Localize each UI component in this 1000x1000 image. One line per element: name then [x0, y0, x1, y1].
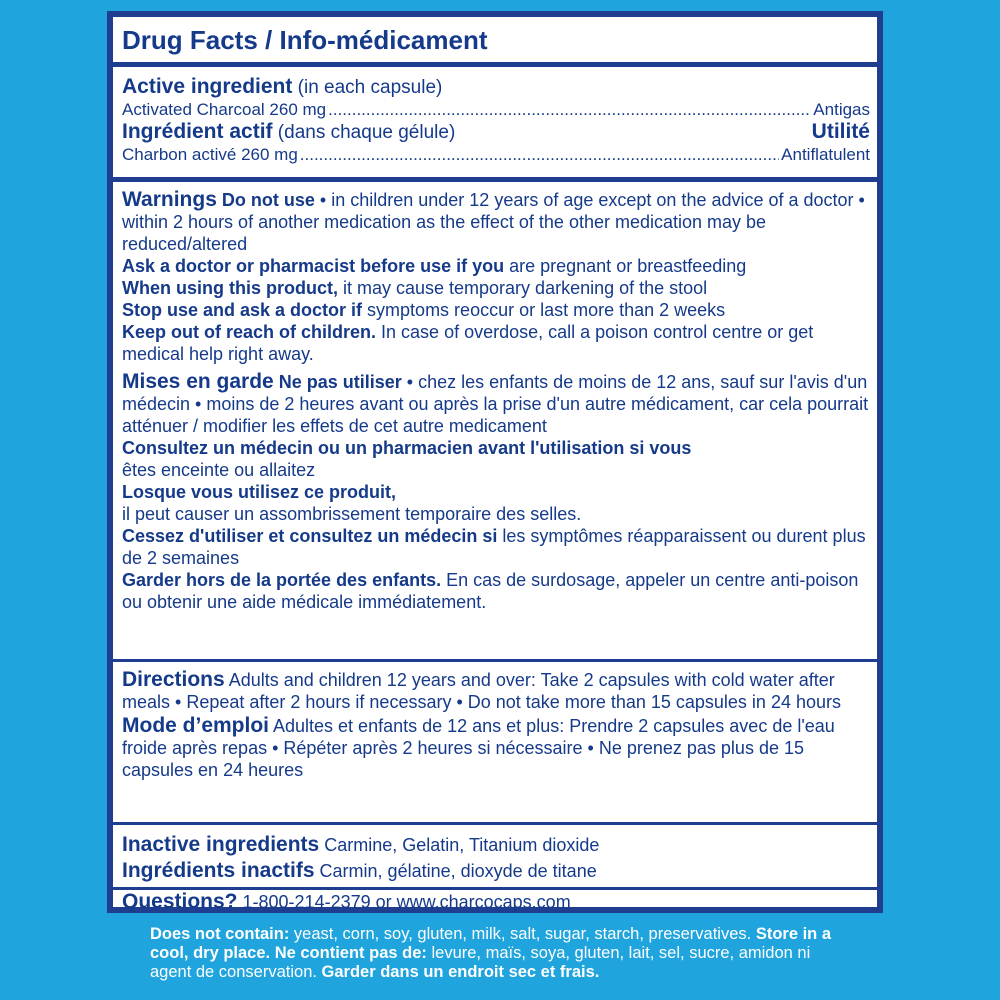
when-using-label: When using this product,: [122, 278, 338, 298]
ne-contient-label: Ne contient pas de:: [270, 944, 427, 962]
inactive-heading: Inactive ingredients: [122, 833, 320, 856]
active-ingredient-section: [113, 67, 877, 182]
stop-use-label: Stop use and ask a doctor if: [122, 300, 363, 320]
inactive-heading-fr: Ingrédients inactifs: [122, 859, 315, 882]
questions-line: [122, 891, 870, 913]
ask-doctor-text: are pregnant or breastfeeding: [504, 256, 747, 276]
active-item-en: Activated Charcoal 260 mg: [122, 100, 327, 119]
garder-sec-label: Garder dans un endroit sec et frais.: [316, 963, 600, 981]
mode-emploi-heading: Mode d’emploi: [122, 714, 269, 737]
consultez-text: êtes enceinte ou allaitez: [122, 460, 316, 480]
directions-block: [122, 669, 870, 713]
active-heading-bold: Active ingredient: [122, 75, 293, 98]
dot-leader: [300, 145, 779, 165]
inactive-text: Carmine, Gelatin, Titanium dioxide: [319, 835, 600, 855]
questions-text: 1-800-214-2379 or www.charcocaps.com: [237, 892, 571, 912]
mises-en-garde-block: [122, 371, 870, 613]
directions-text: Adults and children 12 years and over: Take 2 capsules with cold water after meals • Repeat after 2 hours if necessary • Do not take more than 15 capsules in 24 hours: [122, 670, 841, 712]
active-heading-fr-bold: Ingrédient actif: [122, 120, 273, 143]
ask-doctor-label: Ask a doctor or pharmacist before use if you: [122, 256, 505, 276]
mode-emploi-text: Adultes et enfants de 12 ans et plus: Prendre 2 capsules avec de l'eau froide après repas • Répéter après 2 heures si nécessaire • Ne prenez pas plus de 15 capsules en 24 heures: [122, 716, 835, 780]
ne-pas-utiliser-label: Ne pas utiliser: [278, 372, 402, 392]
inactive-text-fr: Carmin, gélatine, dioxyde de titane: [314, 861, 597, 881]
drug-facts-panel: [107, 11, 883, 913]
when-using-text: it may cause temporary darkening of the stool: [337, 278, 708, 298]
warnings-section: [113, 182, 877, 662]
do-not-use-text: • in children under 12 years of age except on the advice of a doctor • within 2 hours of another medication as the effect of the other medication may be reduced/altered: [122, 190, 865, 254]
directions-heading: Directions: [122, 668, 225, 691]
inactive-fr: [122, 858, 870, 884]
active-heading: [122, 75, 870, 100]
losque-label: Losque vous utilisez ce produit,: [122, 482, 397, 502]
active-heading-fr-rest: (dans chaque gélule): [272, 122, 456, 143]
active-heading-fr: [122, 120, 870, 145]
mises-heading: Mises en garde: [122, 370, 274, 393]
does-not-contain-label: Does not contain:: [150, 925, 290, 943]
inactive-ingredients-section: [113, 825, 877, 890]
active-ingredient-row-en: [122, 100, 870, 120]
stop-use-text: symptoms reoccur or last more than 2 weeks: [362, 300, 726, 320]
inactive-en: [122, 832, 870, 858]
keep-out-label: Keep out of reach of children.: [122, 322, 377, 342]
cessez-text: les symptômes réapparaissent ou durent plus de 2 semaines: [122, 526, 866, 568]
consultez-label: Consultez un médecin ou un pharmacien avant l'utilisation si vous: [122, 438, 692, 458]
active-item-fr: Charbon activé 260 mg: [122, 145, 298, 164]
warnings-block: [122, 189, 870, 365]
active-purpose-fr: Antiflatulent: [781, 145, 870, 164]
questions-heading: Questions?: [122, 890, 238, 913]
does-not-contain-text: yeast, corn, soy, gluten, milk, salt, sugar, starch, preservatives.: [289, 925, 752, 943]
purpose-label-fr: Utilité: [811, 120, 870, 143]
active-purpose-en: Antigas: [813, 100, 870, 119]
active-ingredient-row-fr: [122, 145, 870, 165]
losque-text: il peut causer un assombrissement temporaire des selles.: [122, 504, 582, 524]
ne-contient-text: levure, maïs, soya, gluten, lait, sel, sucre, amidon ni agent de conservation.: [150, 944, 811, 981]
store-label: Store in a cool, dry place.: [150, 925, 832, 962]
mode-emploi-block: [122, 715, 870, 781]
garder-text: En cas de surdosage, appeler un centre anti-poison ou obtenir une aide médicale immédiatement.: [122, 570, 859, 612]
keep-out-text: In case of overdose, call a poison control centre or get medical help right away.: [122, 322, 814, 364]
warnings-heading: Warnings: [122, 188, 217, 211]
ne-pas-utiliser-text: • chez les enfants de moins de 12 ans, sauf sur l'avis d'un médecin • moins de 2 heures avant ou après la prise d'un autre médicament, car cela pourrait atténuer / modifier les effets de cet autre medicament: [122, 372, 869, 436]
garder-label: Garder hors de la portée des enfants.: [122, 570, 442, 590]
title-section: [113, 17, 877, 67]
dot-leader: [328, 100, 811, 120]
directions-section: [113, 662, 877, 825]
questions-section: [113, 890, 877, 913]
page-title: Drug Facts / Info-médicament: [122, 25, 488, 55]
cessez-label: Cessez d'utiliser et consultez un médecin si: [122, 526, 498, 546]
do-not-use-label: Do not use: [221, 190, 315, 210]
active-heading-rest: (in each capsule): [292, 77, 443, 98]
footer-notice: [150, 925, 850, 982]
